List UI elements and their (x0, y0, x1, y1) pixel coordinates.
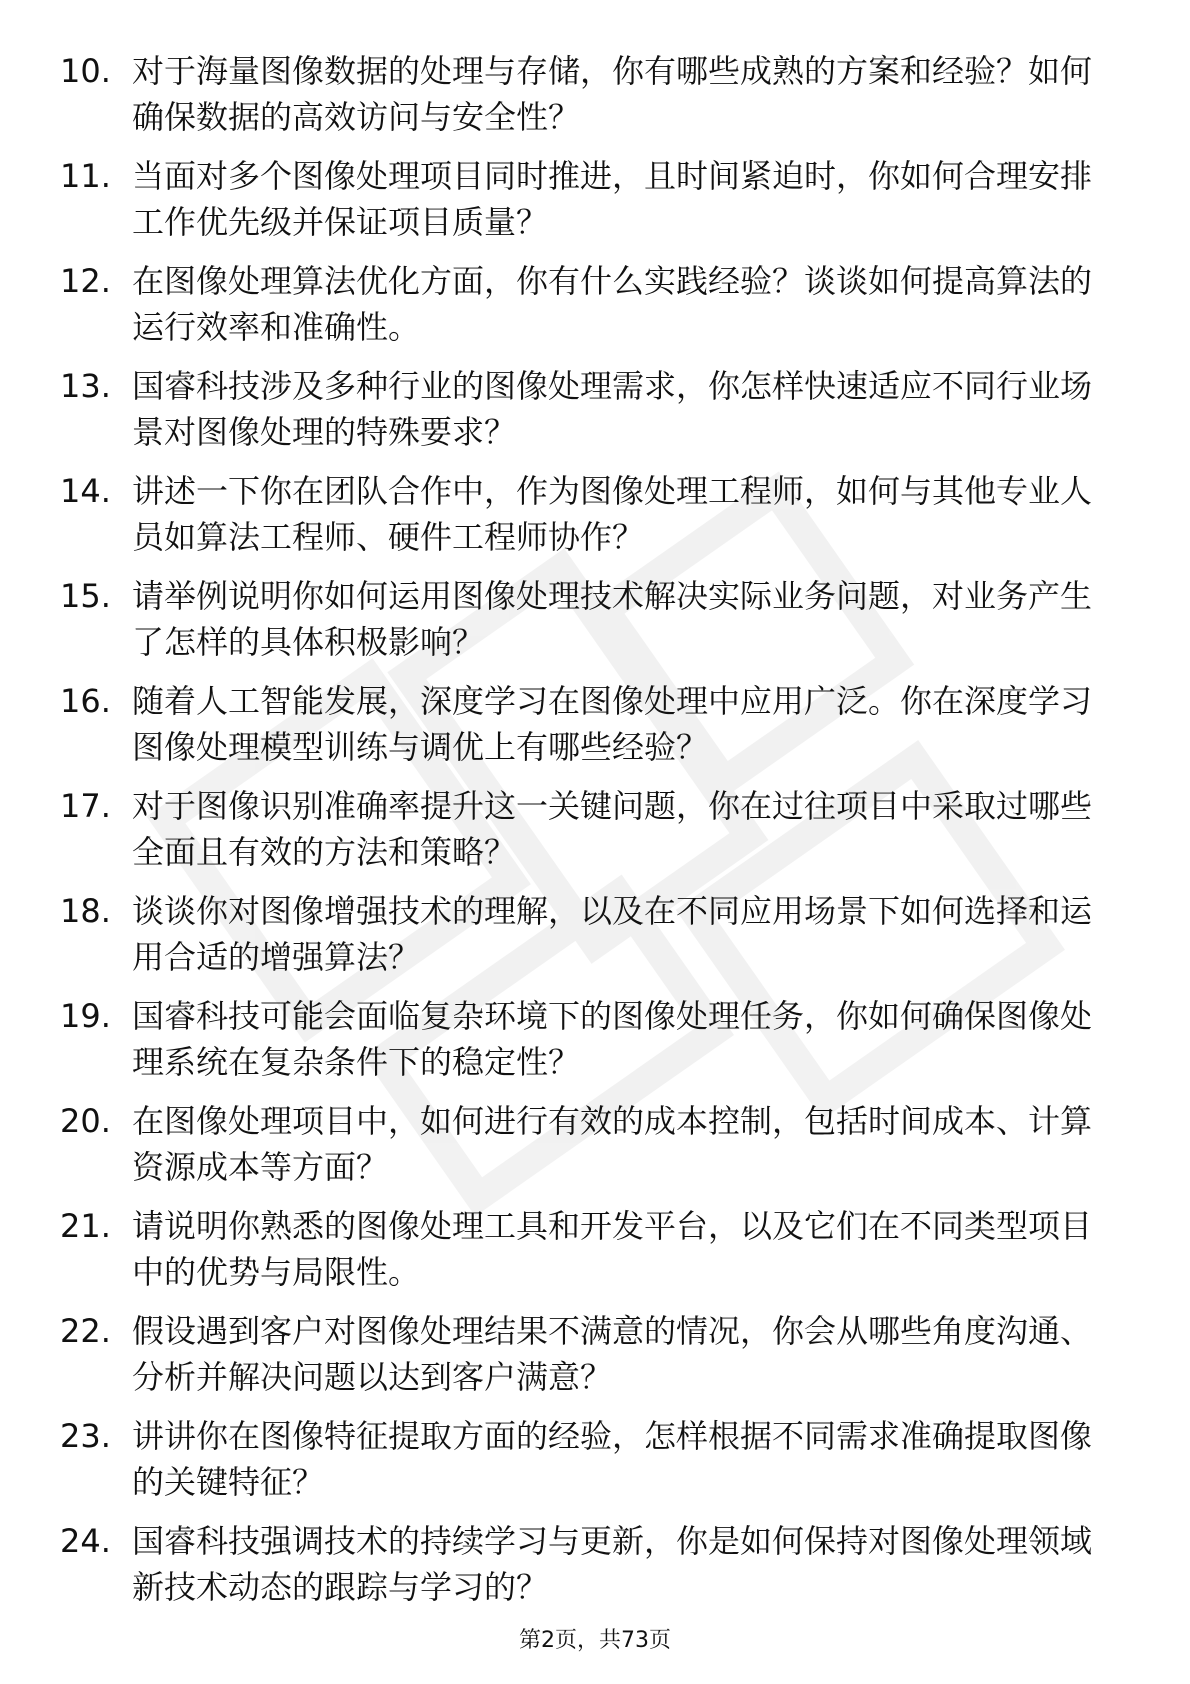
question-number: 23. (60, 1417, 111, 1455)
question-text: 谈谈你对图像增强技术的理解，以及在不同应用场景下如何选择和运用合适的增强算法？ (132, 892, 1093, 976)
question-item (60, 783, 1120, 888)
question-number: 16. (60, 682, 111, 720)
question-item (60, 1308, 1120, 1413)
question-number: 11. (60, 157, 111, 195)
question-number: 24. (60, 1522, 111, 1560)
question-item (60, 678, 1120, 783)
question-item (60, 258, 1120, 363)
question-item (60, 468, 1120, 573)
question-number: 22. (60, 1312, 111, 1350)
question-item (60, 363, 1120, 468)
question-number: 14. (60, 472, 111, 510)
question-text: 国睿科技涉及多种行业的图像处理需求，你怎样快速适应不同行业场景对图像处理的特殊要求？ (132, 367, 1093, 451)
question-number: 19. (60, 997, 111, 1035)
question-number: 17. (60, 787, 111, 825)
question-text: 当面对多个图像处理项目同时推进，且时间紧迫时，你如何合理安排工作优先级并保证项目质量？ (132, 157, 1093, 241)
question-text: 对于海量图像数据的处理与存储，你有哪些成熟的方案和经验？如何确保数据的高效访问与安全性？ (132, 52, 1093, 136)
question-item (60, 1518, 1120, 1623)
question-item (60, 1413, 1120, 1518)
question-item (60, 888, 1120, 993)
question-list (60, 48, 1120, 1623)
page-footer (0, 1627, 1190, 1655)
question-number: 18. (60, 892, 111, 930)
question-text: 假设遇到客户对图像处理结果不满意的情况，你会从哪些角度沟通、分析并解决问题以达到客户满意？ (132, 1312, 1093, 1396)
question-number: 21. (60, 1207, 111, 1245)
question-text: 对于图像识别准确率提升这一关键问题，你在过往项目中采取过哪些全面且有效的方法和策略？ (132, 787, 1093, 871)
question-number: 15. (60, 577, 111, 615)
question-item (60, 573, 1120, 678)
question-item (60, 1098, 1120, 1203)
question-text: 讲讲你在图像特征提取方面的经验，怎样根据不同需求准确提取图像的关键特征？ (132, 1417, 1093, 1501)
question-text: 请举例说明你如何运用图像处理技术解决实际业务问题，对业务产生了怎样的具体积极影响？ (132, 577, 1093, 661)
question-text: 国睿科技可能会面临复杂环境下的图像处理任务，你如何确保图像处理系统在复杂条件下的稳定性？ (132, 997, 1093, 1081)
question-item (60, 993, 1120, 1098)
question-text: 在图像处理算法优化方面，你有什么实践经验？谈谈如何提高算法的运行效率和准确性。 (132, 262, 1093, 346)
question-item (60, 153, 1120, 258)
question-item (60, 48, 1120, 153)
question-text: 讲述一下你在团队合作中，作为图像处理工程师，如何与其他专业人员如算法工程师、硬件工程师协作？ (132, 472, 1093, 556)
question-number: 20. (60, 1102, 111, 1140)
question-number: 13. (60, 367, 111, 405)
question-text: 随着人工智能发展，深度学习在图像处理中应用广泛。你在深度学习图像处理模型训练与调优上有哪些经验？ (132, 682, 1093, 766)
question-text: 国睿科技强调技术的持续学习与更新，你是如何保持对图像处理领域新技术动态的跟踪与学习的？ (132, 1522, 1093, 1606)
question-item (60, 1203, 1120, 1308)
question-number: 12. (60, 262, 111, 300)
question-text: 在图像处理项目中，如何进行有效的成本控制，包括时间成本、计算资源成本等方面？ (132, 1102, 1093, 1186)
question-text: 请说明你熟悉的图像处理工具和开发平台，以及它们在不同类型项目中的优势与局限性。 (132, 1207, 1093, 1291)
page-number-label: 第2页，共73页 (519, 1628, 671, 1653)
question-number: 10. (60, 52, 111, 90)
